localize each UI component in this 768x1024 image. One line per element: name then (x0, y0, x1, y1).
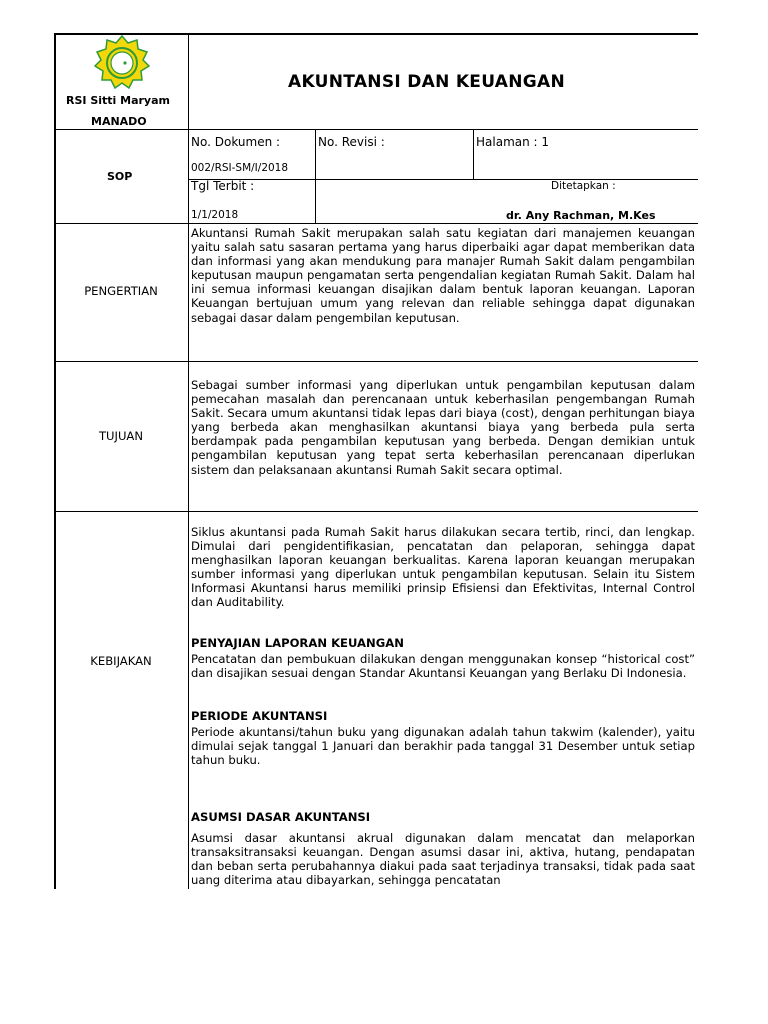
row-divider (54, 129, 698, 130)
sop-document (54, 33, 698, 889)
subheading-asumsi: ASUMSI DASAR AKUNTANSI (191, 810, 371, 824)
page-number-label: Halaman : 1 (476, 135, 550, 149)
column-divider (315, 129, 316, 179)
section-label-tujuan: TUJUAN (98, 429, 144, 443)
row-divider (54, 361, 698, 362)
org-name: RSI Sitti Maryam (66, 94, 170, 107)
asumsi-text: Asumsi dasar akuntansi akrual digunakan dalam mencatat dan melaporkan transaksitransaksi keuangan. Dengan asumsi dasar ini, aktiva, hutang, pendapatan dan beban serta perubahannya diakui pada saat terjadinya transaksi, tidak pada saat uang diterima atau dibayarkan, sehingga pencatatan (191, 831, 695, 888)
issue-date-value: 1/1/2018 (191, 209, 239, 221)
org-city: MANADO (91, 115, 147, 128)
doc-number-label: No. Dokumen : (191, 135, 281, 149)
column-divider (188, 33, 189, 889)
column-divider (315, 179, 316, 223)
section-label-pengertian: PENGERTIAN (84, 284, 158, 298)
pengertian-text: Akuntansi Rumah Sakit merupakan salah satu kegiatan dari manajemen keuangan yaitu salah satu sasaran pertama yang harus diperbaiki agar dapat memberikan data dan informasi yang akan mendukung para manajer Rumah Sakit dalam pengambilan keputusan maupun pengamatan serta pengendalian kegiatan Rumah Sakit. Dalam hal ini semua informasi keuangan disajikan dalam bentuk laporan keuangan. Laporan Keuangan bertujuan umum yang relevan dan reliable sehingga dapat digunakan sebagai dasar dalam pengembilan keputusan. (191, 226, 695, 325)
periode-text: Periode akuntansi/tahun buku yang digunakan adalah tahun takwim (kalender), yaitu dimulai sejak tanggal 1 Januari dan berakhir pada tanggal 31 Desember untuk setiap tahun buku. (191, 725, 695, 768)
subheading-periode: PERIODE AKUNTANSI (191, 709, 328, 723)
document-title: AKUNTANSI DAN KEUANGAN (288, 72, 566, 92)
revision-label: No. Revisi : (318, 135, 385, 149)
penyajian-text: Pencatatan dan pembukuan dilakukan dengan menggunakan konsep “historical cost” dan disajikan sesuai dengan Standar Akuntansi Keuangan yang Berlaku Di Indonesia. (191, 652, 695, 681)
subheading-penyajian: PENYAJIAN LAPORAN KEUANGAN (191, 636, 404, 650)
column-divider (473, 129, 474, 179)
tujuan-text: Sebagai sumber informasi yang diperlukan untuk pengambilan keputusan dalam pemecahan masalah dan perencanaan untuk keberhasilan pengembangan Rumah Sakit. Secara umum akuntansi tidak lepas dari biaya (cost), dengan perhitungan biaya yang berbeda akan menghasilkan akuntansi biaya yang berbeda pula serta berdampak pada pengambilan keputusan yang berbeda. Dengan demikian untuk pengambilan keputusan yang tepat serta keberhasilan perencanaan diperlukan sistem dan pelaksanaan akuntansi Rumah Sakit secara optimal. (191, 378, 695, 477)
doc-number-value: 002/RSI-SM/I/2018 (191, 162, 289, 174)
kebijakan-intro: Siklus akuntansi pada Rumah Sakit harus dilakukan secara tertib, rinci, dan lengkap. Dimulai dari pengidentifikasian, pencatatan dan pelaporan, sehingga dapat menghasilkan laporan keuangan berkualitas. Karena laporan keuangan merupakan sumber informasi yang diperlukan untuk pengambilan keputusan. Selain itu Sistem Informasi Akuntansi harus memiliki prinsip Efisiensi dan Efektivitas, Internal Control dan Auditability. (191, 525, 695, 610)
row-divider (188, 179, 698, 180)
issue-date-label: Tgl Terbit : (191, 179, 255, 193)
approved-by: dr. Any Rachman, M.Kes (506, 209, 656, 222)
section-label-kebijakan: KEBIJAKAN (90, 654, 152, 668)
row-divider (54, 223, 698, 224)
approved-label: Ditetapkan : (551, 180, 616, 192)
sop-label: SOP (107, 170, 133, 183)
row-divider (54, 511, 698, 512)
hospital-seal-icon (86, 35, 158, 91)
